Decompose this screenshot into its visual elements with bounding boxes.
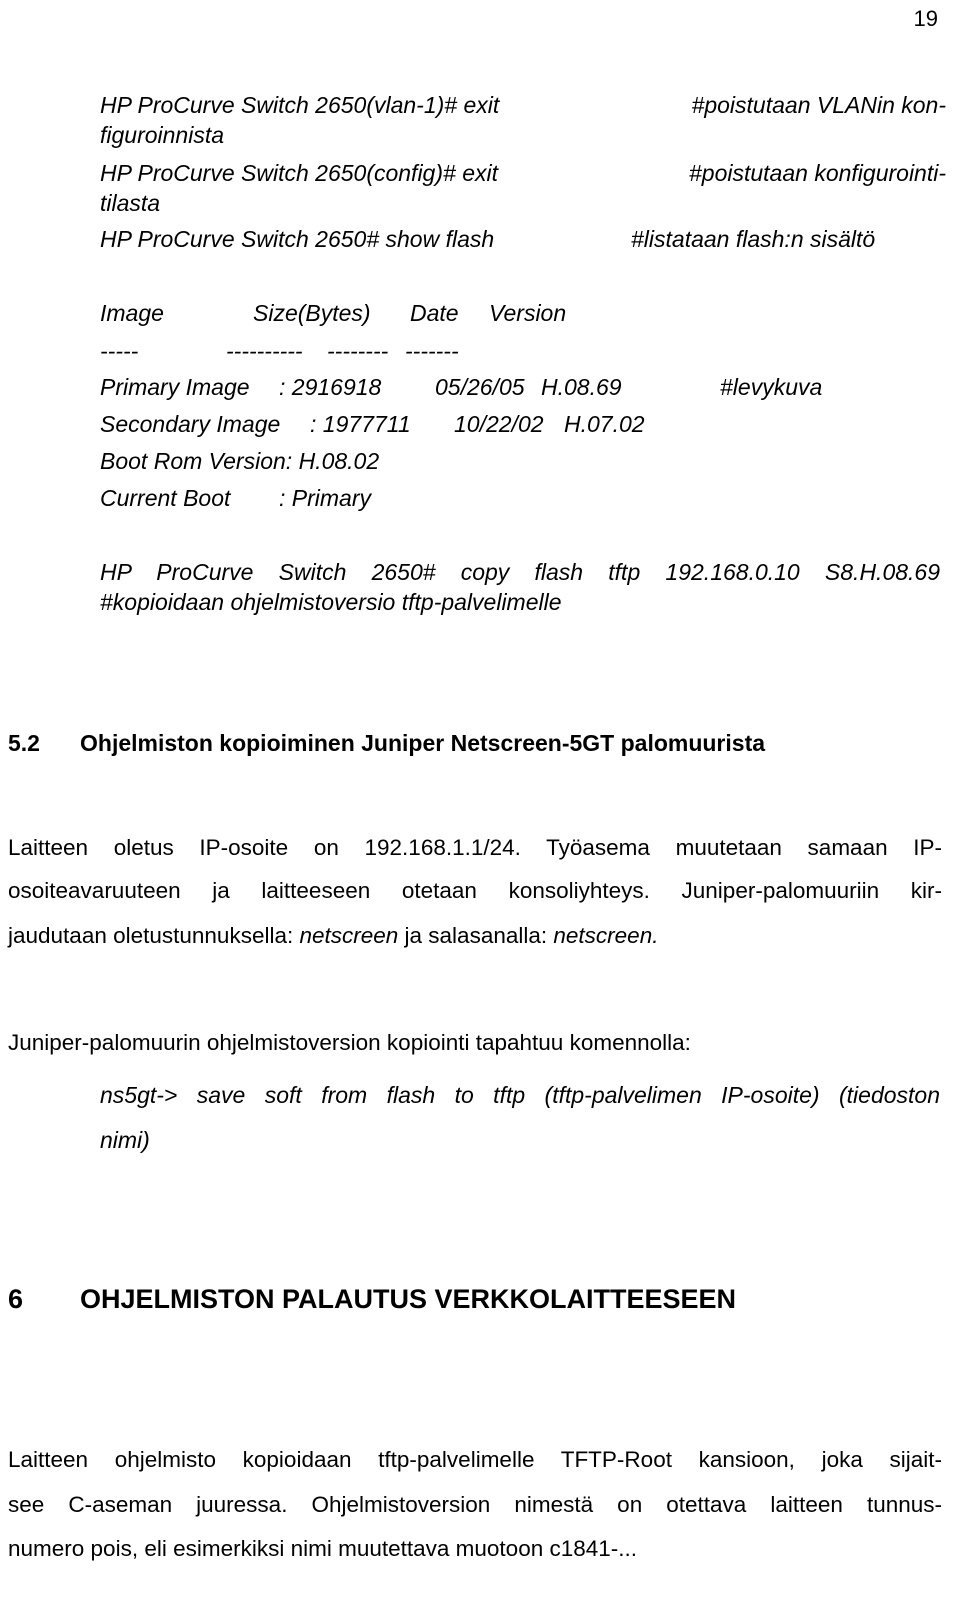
current-boot-value: : Primary xyxy=(279,485,371,511)
table-row-date: 05/26/05 xyxy=(435,374,525,400)
table-divider: -------- xyxy=(327,338,389,364)
table-row-label: Primary Image xyxy=(100,374,250,400)
table-divider: ------- xyxy=(405,338,459,364)
table-row-version: H.07.02 xyxy=(564,411,645,437)
command-line: HP ProCurve Switch 2650(vlan-1)# exit xyxy=(100,92,500,118)
copy-command: HP ProCurve Switch 2650# copy flash tftp 192.168.0.10 S8.H.08.69 xyxy=(100,559,940,585)
section-number: 5.2 xyxy=(8,730,40,756)
paragraph-text: ja salasanalla: xyxy=(398,923,554,948)
table-row-size: : 1977711 xyxy=(310,411,411,437)
table-row-version: H.08.69 xyxy=(541,374,622,400)
paragraph-line: Juniper-palomuurin ohjelmistoversion kopiointi tapahtuu komennolla: xyxy=(8,1030,691,1055)
table-row-comment: #levykuva xyxy=(720,374,823,400)
paragraph-text: jaudutaan oletustunnuksella: xyxy=(8,923,300,948)
paragraph-line: numero pois, eli esimerkiksi nimi muutettava muotoon c1841-... xyxy=(8,1536,638,1561)
table-divider: ---------- xyxy=(226,338,303,364)
table-row-size: : 2916918 xyxy=(279,374,382,400)
command-comment: #poistutaan VLANin kon- xyxy=(691,92,946,118)
current-boot-label: Current Boot xyxy=(100,485,231,511)
copy-command-comment: #kopioidaan ohjelmistoversio tftp-palvelimelle xyxy=(100,589,562,615)
section-title: Ohjelmiston kopioiminen Juniper Netscreen-5GT palomuurista xyxy=(80,730,766,756)
page-number: 19 xyxy=(913,6,938,31)
command-comment: #poistutaan konfigurointi- xyxy=(689,160,946,186)
table-row-date: 10/22/02 xyxy=(454,411,544,437)
paragraph-line xyxy=(8,922,658,950)
paragraph-line: see C-aseman juuressa. Ohjelmistoversion nimestä on otettava laitteen tunnus- xyxy=(8,1492,942,1517)
paragraph-line: osoiteavaruuteen ja laitteeseen otetaan konsoliyhteys. Juniper-palomuuriin kir- xyxy=(8,878,942,903)
command-line: tilasta xyxy=(100,190,161,216)
table-header-size: Size(Bytes) xyxy=(253,300,371,326)
command-comment: #listataan flash:n sisältö xyxy=(631,226,876,252)
table-header-image: Image xyxy=(100,300,164,326)
boot-rom-version: Boot Rom Version: H.08.02 xyxy=(100,448,380,474)
juniper-command: ns5gt-> save soft from flash to tftp (tftp-palvelimen IP-osoite) (tiedoston xyxy=(100,1082,940,1108)
password-value: netscreen. xyxy=(553,923,659,948)
command-line: HP ProCurve Switch 2650(config)# exit xyxy=(100,160,498,186)
username-value: netscreen xyxy=(299,923,399,948)
juniper-command: nimi) xyxy=(100,1127,150,1153)
paragraph-line: Laitteen ohjelmisto kopioidaan tftp-palvelimelle TFTP-Root kansioon, joka sijait- xyxy=(8,1447,942,1472)
paragraph-line: Laitteen oletus IP-osoite on 192.168.1.1/24. Työasema muutetaan samaan IP- xyxy=(8,835,942,860)
command-line: figuroinnista xyxy=(100,122,225,148)
table-header-date: Date xyxy=(410,300,459,326)
chapter-number: 6 xyxy=(8,1284,24,1314)
chapter-title: OHJELMISTON PALAUTUS VERKKOLAITTEESEEN xyxy=(80,1284,737,1314)
table-row-label: Secondary Image xyxy=(100,411,281,437)
table-header-version: Version xyxy=(489,300,567,326)
table-divider: ----- xyxy=(100,338,139,364)
command-line: HP ProCurve Switch 2650# show flash xyxy=(100,226,495,252)
